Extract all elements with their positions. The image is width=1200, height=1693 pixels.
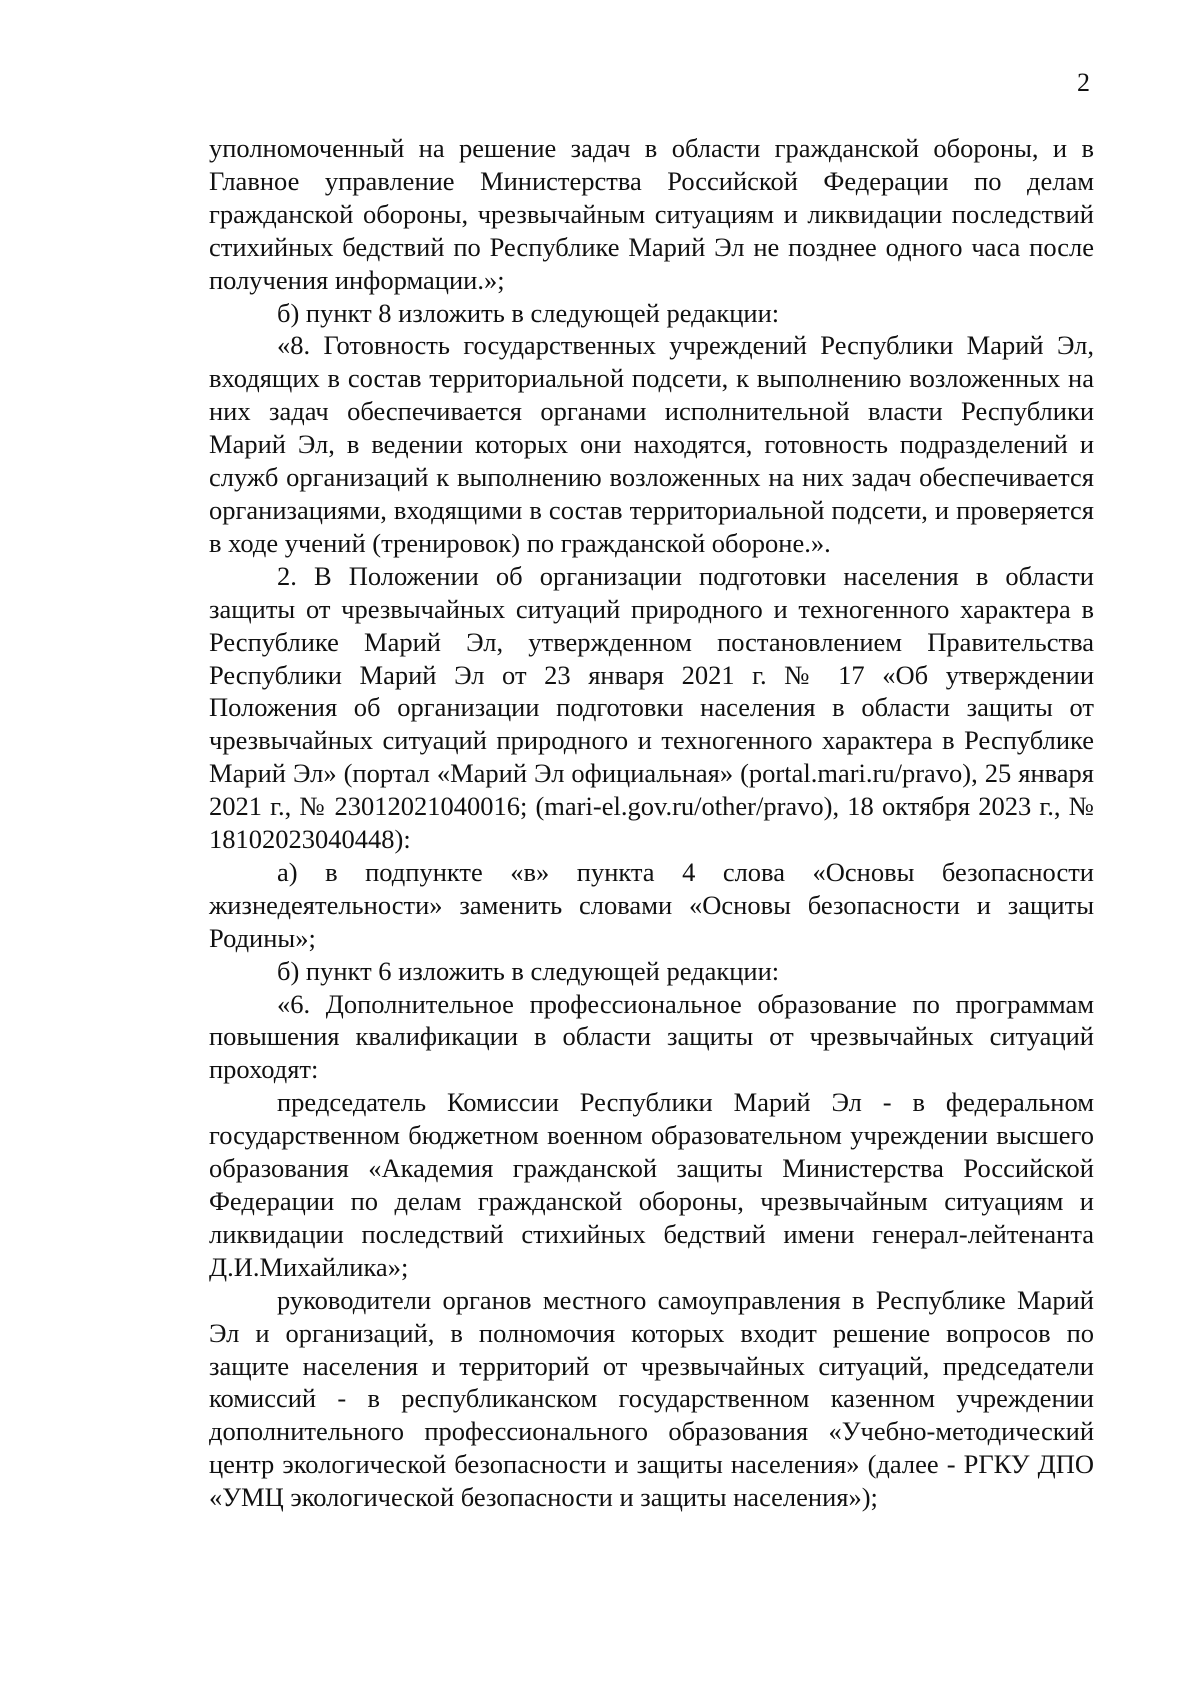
paragraph-commission-chairman: председатель Комиссии Республики Марий Эл - в федеральном государственном бюджетном военном образовательном учреждении высшего образования «Академия гражданской защиты Министерства Российской Федерации по делам гражданской обороны, чрезвычайным ситуациям и ликвидации последствий стихийных бедствий имени генерал-лейтенанта Д.И.Михайлика»;: [209, 1087, 1094, 1282]
paragraph-item-b-point-8: б) пункт 8 изложить в следующей редакции:: [277, 297, 780, 328]
document-body: [209, 132, 1094, 1514]
page-number: 2: [1077, 68, 1090, 97]
paragraph-item-a: а) в подпункте «в» пункта 4 слова «Основы безопасности жизнедеятельности» заменить словами «Основы безопасности и защиты Родины»;: [209, 856, 1094, 953]
paragraph-local-heads: руководители органов местного самоуправления в Республике Марий Эл и организаций, в полномочия которых входит решение вопросов по защите населения и территорий от чрезвычайных ситуаций, председатели комиссий - в республиканском государственном казенном учреждении дополнительного профессионального образования «Учебно-методический центр экологической безопасности и защиты населения» (далее - РГКУ ДПО «УМЦ экологической безопасности и защиты населения»);: [209, 1284, 1094, 1513]
paragraph-section-2: 2. В Положении об организации подготовки населения в области защиты от чрезвычайных ситуаций природного и техногенного характера в Республике Марий Эл, утвержденном постановлением Правительства Республики Марий Эл от 23 января 2021 г. № 17 «Об утверждении Положения об организации подготовки населения в области защиты от чрезвычайных ситуаций природного и техногенного характера в Республике Марий Эл» (портал «Марий Эл официальная» (portal.mari.ru/pravo), 25 января 2021 г., № 23012021040016; (mari-el.gov.ru/other/pravo), 18 октября 2023 г., № 18102023040448):: [209, 560, 1094, 855]
paragraph-point-8-text: «8. Готовность государственных учреждений Республики Марий Эл, входящих в состав территориальной подсети, к выполнению возложенных на них задач обеспечивается органами исполнительной власти Республики Марий Эл, в ведении которых они находятся, готовность подразделений и служб организаций к выполнению возложенных на них задач обеспечивается организациями, входящими в состав территориальной подсети, и проверяется в ходе учений (тренировок) по гражданской обороне.».: [209, 330, 1094, 558]
paragraph-point-6-text: «6. Дополнительное профессиональное образование по программам повышения квалификации в области защиты от чрезвычайных ситуаций проходят:: [209, 988, 1094, 1085]
paragraph-item-b-point-6: б) пункт 6 изложить в следующей редакции:: [277, 955, 780, 986]
paragraph-continuation: уполномоченный на решение задач в области гражданской обороны, и в Главное управление Министерства Российской Федерации по делам гражданской обороны, чрезвычайным ситуациям и ликвидации последствий стихийных бедствий по Республике Марий Эл не позднее одного часа после получения информации.»;: [209, 133, 1094, 295]
